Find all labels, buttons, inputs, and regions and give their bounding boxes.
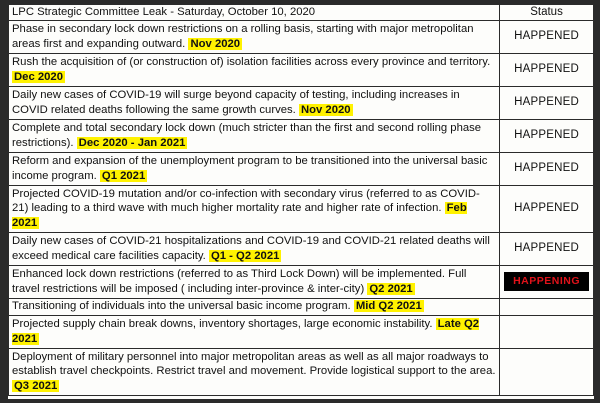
row-description [9,53,500,86]
row-date-highlight: Nov 2020 [190,37,241,50]
row-text: Reform and expansion of the unemployment program to be transitioned into the universal basic income program. [12,155,488,182]
row-status: HAPPENED [500,20,594,53]
row-description [9,152,500,185]
row-date-highlight: Q1 2021 [101,169,146,182]
table-row [9,119,594,152]
row-text: Enhanced lock down restrictions (referred to as Third Lock Down) will be implemented. Full travel restrictions will be imposed ( including inter-province & inter-city) [12,268,467,295]
row-date-highlight: Dec 2020 [14,70,63,83]
row-status: HAPPENED [500,53,594,86]
row-date-highlight: Dec 2020 - Jan 2021 [78,136,186,149]
row-description [9,232,500,265]
row-status: HAPPENED [500,152,594,185]
row-status: HAPPENED [500,232,594,265]
row-status: HAPPENED [500,185,594,232]
table-row [9,298,594,315]
row-status [500,315,594,348]
row-text: Transitioning of individuals into the universal basic income program. [12,300,351,313]
row-status: HAPPENED [500,86,594,119]
row-text: Daily new cases of COVID-19 will surge beyond capacity of testing, including increases in COVID related deaths following the same growth curves. [12,89,460,116]
row-description [9,265,500,298]
table-row [9,185,594,232]
row-text: Rush the acquisition of (or construction of) isolation facilities across every province and territory. [12,56,491,68]
row-text: Deployment of military personnel into major metropolitan areas as well as all major roadways to establish travel checkpoints. Restrict travel and movement. Provide logistical support to the area. [12,350,496,378]
row-text: Phase in secondary lock down restrictions on a rolling basis, starting with major metropolitan areas first and expanding outward. [12,23,474,50]
happening-badge: HAPPENING [504,272,589,291]
row-status [500,298,594,315]
table-row [9,53,594,86]
row-description [9,185,500,232]
row-text: Projected supply chain break downs, inventory shortages, large economic instability. [12,318,433,330]
row-date-highlight: Mid Q2 2021 [355,300,422,313]
row-date-highlight: Q2 2021 [369,282,413,295]
row-text: Complete and total secondary lock down (much stricter than the first and second rolling phase restrictions). [12,122,482,149]
row-text: Daily new cases of COVID-21 hospitalizations and COVID-19 and COVID-21 related deaths will exceed medical care facilities capacity. [12,235,490,262]
row-text: Projected COVID-19 mutation and/or co-infection with secondary virus (referred to as COVID-21) leading to a third wave with much higher mortality rate and higher rate of infection. [12,187,480,215]
row-description [9,20,500,53]
row-description [9,348,500,395]
status-header: Status [500,5,594,21]
table-row [9,20,594,53]
row-date-highlight: Late Q2 2021 [12,318,480,345]
row-date-highlight: Nov 2020 [300,103,351,116]
row-description [9,298,500,315]
row-status: HAPPENED [500,119,594,152]
row-date-highlight: Q1 - Q2 2021 [210,249,280,262]
table-row [9,152,594,185]
document-sheet [8,4,594,399]
row-description [9,315,500,348]
row-status [500,348,594,395]
row-description [9,86,500,119]
table-row [9,232,594,265]
leak-table [8,4,594,396]
row-date-highlight: Feb 2021 [12,202,467,229]
header-row [9,5,594,21]
row-description [9,119,500,152]
table-row [9,86,594,119]
row-date-highlight: Q3 2021 [14,379,58,392]
table-row [9,348,594,395]
table-row [9,265,594,298]
table-row [9,315,594,348]
row-status-cell [500,265,594,298]
table-title: LPC Strategic Committee Leak - Saturday, October 10, 2020 [9,5,500,21]
